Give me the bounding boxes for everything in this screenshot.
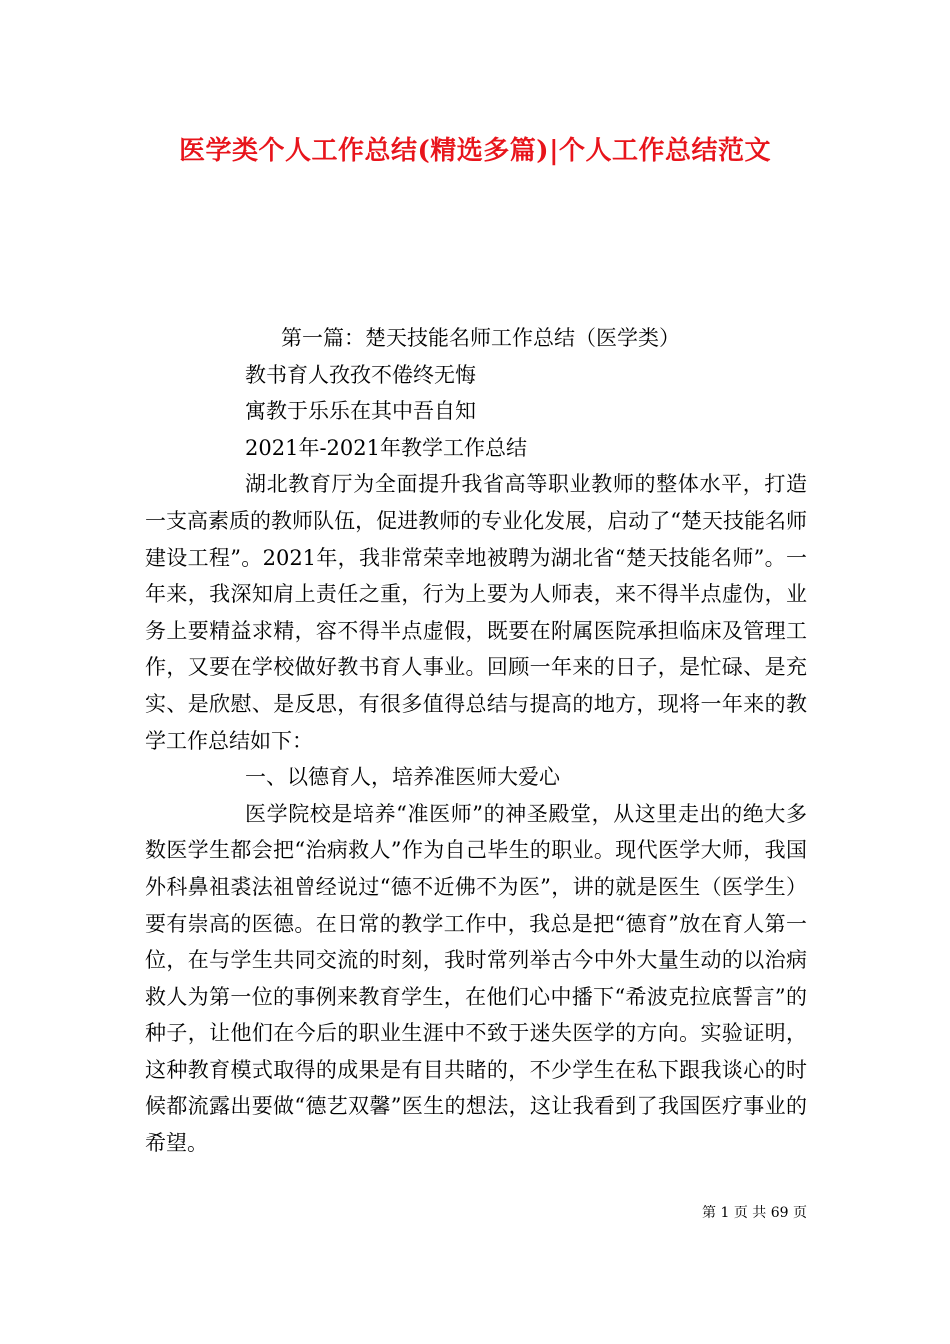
- section-heading: 第一篇：楚天技能名师工作总结（医学类）: [281, 326, 680, 350]
- body-paragraph: 湖北教育厅为全面提升我省高等职业教师的整体水平，打造一支高素质的教师队伍，促进教师的专业化发展，启动了“楚天技能名师建设工程”。2021年，我非常荣幸地被聘为湖北省“楚天技能名师”。一年来，我深知肩上责任之重，行为上要为人师表，来不得半点虚伪，业务上要精益求精，容不得半点虚假，既要在附属医院承担临床及管理工作，又要在学校做好教书育人事业。回顾一年来的日子，是忙碌、是充实、是欣慰、是反思，有很多值得总结与提高的地方，现将一年来的教学工作总结如下：: [145, 472, 807, 753]
- document-subtitle: 2021年-2021年教学工作总结: [245, 435, 527, 460]
- section-subheading: 一、以德育人，培养准医师大爱心: [245, 765, 560, 790]
- body-paragraph: 医学院校是培养“准医师”的神圣殿堂，从这里走出的绝大多数医学生都会把“治病救人”作为自己毕生的职业。现代医学大师，我国外科鼻祖裘法祖曾经说过“德不近佛不为医”，讲的就是医生（医学生）要有崇高的医德。在日常的教学工作中，我总是把“德育”放在育人第一位，在与学生共同交流的时刻，我时常列举古今中外大量生动的以治病救人为第一位的事例来教育学生，在他们心中播下“希波克拉底誓言”的种子，让他们在今后的职业生涯中不致于迷失医学的方向。实验证明，这种教育模式取得的成果是有目共睹的，不少学生在私下跟我谈心的时候都流露出要做“德艺双馨”医生的想法，这让我看到了我国医疗事业的希望。: [145, 801, 807, 1156]
- motto-line-1: 教书育人孜孜不倦终无悔: [245, 362, 476, 387]
- motto-line-2: 寓教于乐乐在其中吾自知: [245, 399, 476, 424]
- page-title: 医学类个人工作总结(精选多篇)|个人工作总结范文: [178, 136, 772, 166]
- page-number: 第 1 页 共 69 页: [702, 1205, 807, 1221]
- document-body: [145, 320, 807, 1162]
